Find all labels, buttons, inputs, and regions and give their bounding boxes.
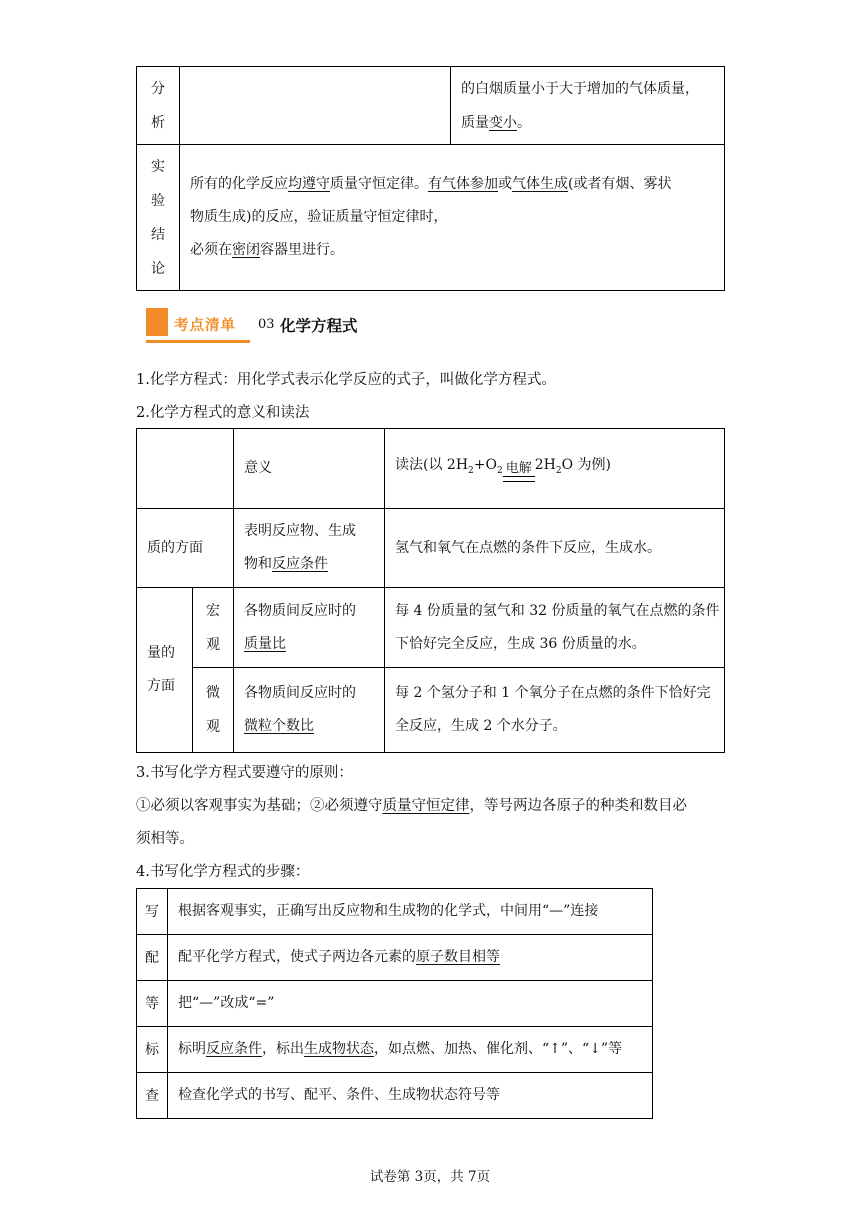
text: 根据客观事实，正确写出反应物和生成物的化学式，中间用“—”连接 <box>178 903 599 919</box>
text: 全反应，生成 2 个水分子。 <box>395 718 567 734</box>
section-number: 03 <box>258 317 275 332</box>
step-text <box>168 889 653 935</box>
text: +O <box>473 457 497 474</box>
step-text <box>168 1027 653 1073</box>
conclusion-line-2: 物质生成)的反应，验证质量守恒定律时， <box>190 209 448 225</box>
label-char: 宏 <box>206 602 220 619</box>
text: 每 2 个氢分子和 1 个氧分子在点燃的条件下恰好完 <box>395 685 711 701</box>
text: 各物质间反应时的 <box>244 685 356 701</box>
text: 量的 <box>147 645 175 661</box>
text: 或 <box>498 176 512 192</box>
label-char: 论 <box>151 260 165 277</box>
step-text <box>168 981 653 1027</box>
text: 质量守恒定律。 <box>330 176 428 192</box>
underlined-text: 反应条件 <box>272 556 328 572</box>
equals-bars <box>503 476 535 482</box>
condition-label: 电解 <box>505 460 532 476</box>
paragraph-1: 1.化学方程式：用化学式表示化学反应的式子，叫做化学方程式。 <box>136 372 556 388</box>
macro-label <box>193 588 234 668</box>
underlined-text: 质量守恒定律 <box>382 798 470 814</box>
quality-reading: 氢气和氧气在点燃的条件下反应，生成水。 <box>385 509 725 588</box>
text: 把“—”改成“=” <box>178 995 275 1011</box>
row-label-analysis <box>137 67 180 145</box>
conclusion-line-3 <box>190 234 724 267</box>
text: 方面 <box>147 678 175 694</box>
underlined-text: 均遵守 <box>288 176 330 192</box>
step-key: 配 <box>137 935 168 981</box>
analysis-middle-cell <box>180 67 451 145</box>
macro-reading <box>385 588 725 668</box>
label-char: 观 <box>206 636 220 653</box>
text: O 为例) <box>561 457 611 474</box>
underlined-text: 密闭 <box>232 242 260 258</box>
text: ①必须以客观事实为基础；②必须遵守 <box>136 798 383 814</box>
analysis-right-cell <box>451 67 725 145</box>
header-meaning: 意义 <box>234 429 385 509</box>
micro-label <box>193 668 234 753</box>
text: 质量 <box>461 114 489 131</box>
text: 各物质间反应时的 <box>244 602 356 619</box>
text: 容器里进行。 <box>260 242 344 258</box>
text: 。 <box>517 114 531 131</box>
quality-meaning <box>234 509 385 588</box>
underlined-text: 生成物状态 <box>304 1041 374 1057</box>
conclusion-line-1 <box>190 168 724 201</box>
macro-meaning <box>234 588 385 668</box>
section-badge-block <box>146 308 168 336</box>
step-text <box>168 1073 653 1119</box>
step-text <box>168 935 653 981</box>
text: 必须在 <box>190 242 232 258</box>
paragraph-2: 2.化学方程式的意义和读法 <box>136 405 310 421</box>
text: 读法(以 2H <box>395 457 469 474</box>
label-char: 实 <box>151 158 165 175</box>
text: 下恰好完全反应，生成 36 份质量的水。 <box>395 635 646 652</box>
subscript: 2 <box>555 465 562 476</box>
equation-meaning-table <box>136 428 725 753</box>
text: 2H <box>534 457 556 474</box>
step-key: 等 <box>137 981 168 1027</box>
text: 标明 <box>178 1041 206 1057</box>
underlined-text: 质量比 <box>244 635 286 652</box>
reaction-condition-sign <box>503 462 535 488</box>
step-key: 写 <box>137 889 168 935</box>
analysis-conclusion-table <box>136 66 725 291</box>
section-badge-text: 考点清单 <box>174 318 236 334</box>
header-empty-cell <box>137 429 234 509</box>
underlined-text: 有气体参加 <box>428 176 498 192</box>
underlined-text: 反应条件 <box>206 1041 262 1057</box>
text: ，等号两边各原子的种类和数目必 <box>469 798 687 814</box>
label-char: 微 <box>206 685 220 701</box>
text: 配平化学方程式，使式子两边各元素的 <box>178 949 416 965</box>
analysis-line-1: 的白烟质量小于大于增加的气体质量， <box>461 80 699 97</box>
label-char: 分 <box>151 80 165 97</box>
section-badge-underline <box>146 340 250 343</box>
underlined-text: 原子数目相等 <box>416 949 500 965</box>
label-char: 观 <box>206 719 220 735</box>
section-title: 化学方程式 <box>280 316 358 335</box>
label-char: 验 <box>151 192 165 209</box>
label-char: 析 <box>151 114 165 131</box>
paragraph-3: 3.书写化学方程式要遵守的原则： <box>136 765 353 781</box>
quality-label: 质的方面 <box>137 509 234 588</box>
text: (或者有烟、雾状 <box>568 176 672 192</box>
page-footer: 试卷第 3页，共 7页 <box>369 1169 491 1185</box>
underlined-text: 变小 <box>489 114 517 131</box>
underlined-text: 微粒个数比 <box>244 718 314 734</box>
paragraph-3-line-1 <box>136 794 687 815</box>
conclusion-cell <box>180 145 725 291</box>
text: 每 4 份质量的氢气和 32 份质量的氧气在点燃的条件 <box>395 602 720 619</box>
text: 物和 <box>244 556 272 572</box>
subscript: 2 <box>496 465 503 476</box>
text: 检查化学式的书写、配平、条件、生成物状态符号等 <box>178 1087 500 1103</box>
subscript: 2 <box>468 465 474 476</box>
micro-reading <box>385 668 725 753</box>
step-key: 标 <box>137 1027 168 1073</box>
row-label-conclusion <box>137 145 180 291</box>
paragraph-3-line-2: 须相等。 <box>136 831 194 847</box>
text: ，标出 <box>262 1041 304 1057</box>
paragraph-4: 4.书写化学方程式的步骤： <box>136 864 310 880</box>
underlined-text: 气体生成 <box>512 176 568 192</box>
label-char: 结 <box>151 226 165 243</box>
quantity-label <box>137 588 193 753</box>
text: 所有的化学反应 <box>190 176 288 192</box>
text <box>244 548 384 581</box>
micro-meaning <box>234 668 385 753</box>
header-reading <box>385 429 725 509</box>
step-key: 查 <box>137 1073 168 1119</box>
steps-table <box>136 888 653 1119</box>
text: 表明反应物、生成 <box>244 523 356 539</box>
analysis-line-2 <box>461 106 724 140</box>
text: ，如点燃、加热、催化剂、“↑”、“↓”等 <box>374 1041 623 1057</box>
